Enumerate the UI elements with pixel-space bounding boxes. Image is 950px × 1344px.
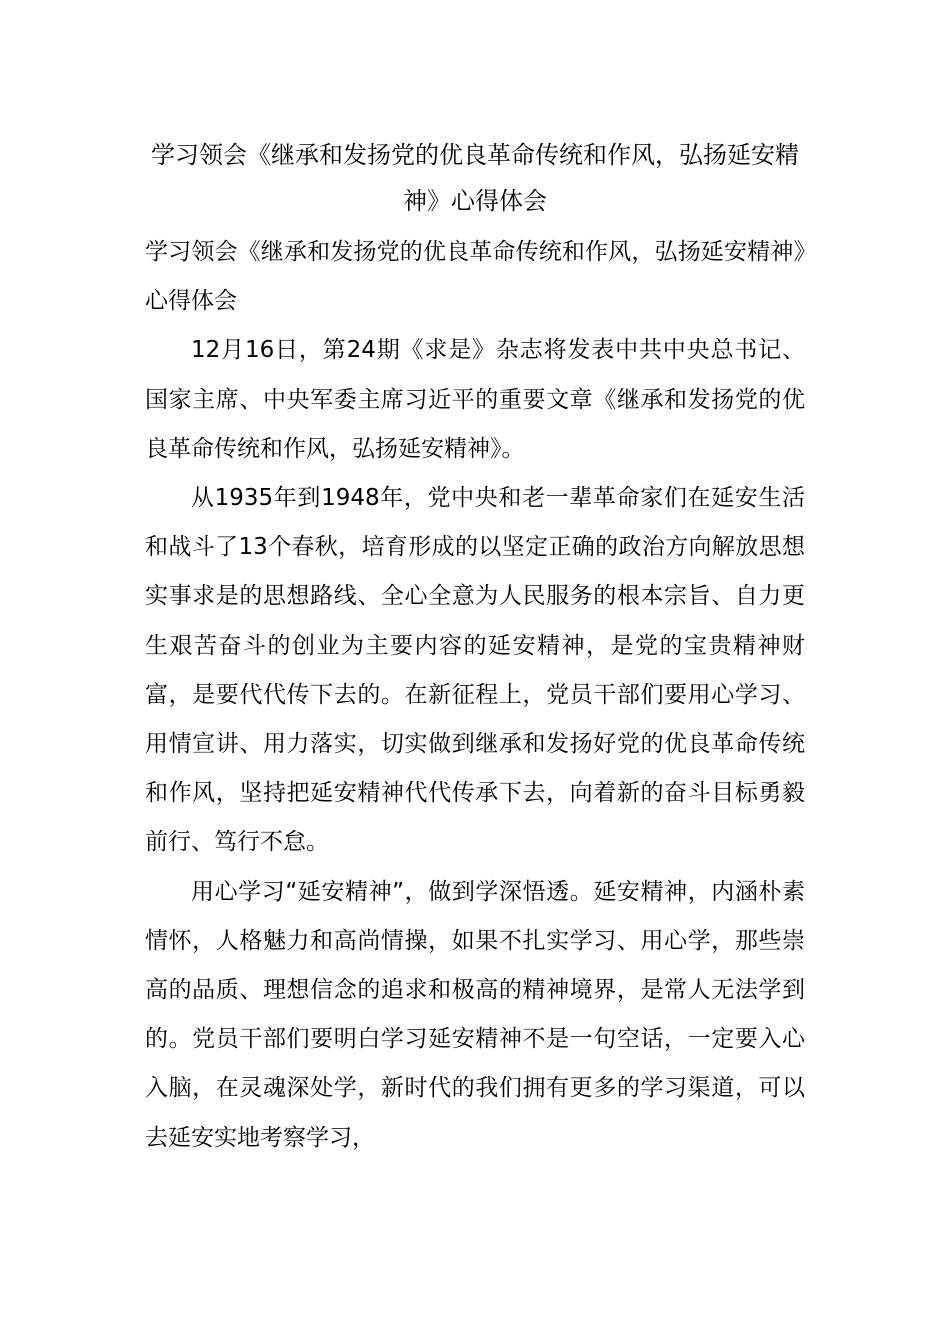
document-title: 学习领会《继承和发扬党的优良革命传统和作风，弘扬延安精神》心得体会	[151, 141, 799, 215]
document-body	[145, 228, 805, 1163]
subtitle-paragraph: 学习领会《继承和发扬党的优良革命传统和作风，弘扬延安精神》心得体会	[145, 239, 805, 315]
body-paragraph-3: 用心学习“延安精神”，做到学深悟透。延安精神，内涵朴素情怀，人格魅力和高尚情操，如果不扎实学习、用心学，那些崇高的品质、理想信念的追求和极高的精神境界，是常人无法学到的。党员干部们要明白学习延安精神不是一句空话，一定要入心入脑，在灵魂深处学，新时代的我们拥有更多的学习渠道，可以去延安实地考察学习，	[145, 878, 805, 1151]
body-paragraph-2: 从1935年到1948年，党中央和老一辈革命家们在延安生活和战斗了13个春秋，培育形成的以坚定正确的政治方向解放思想实事求是的思想路线、全心全意为人民服务的根本宗旨、自力更生艰苦奋斗的创业为主要内容的延安精神，是党的宝贵精神财富，是要代代传下去的。在新征程上，党员干部们要用心学习、用情宣讲、用力落实，切实做到继承和发扬好党的优良革命传统和作风，坚持把延安精神代代传承下去，向着新的奋斗目标勇毅前行、笃行不怠。	[145, 485, 805, 856]
body-paragraph-1: 12月16日，第24期《求是》杂志将发表中共中央总书记、国家主席、中央军委主席习近平的重要文章《继承和发扬党的优良革命传统和作风，弘扬延安精神》。	[145, 337, 805, 462]
